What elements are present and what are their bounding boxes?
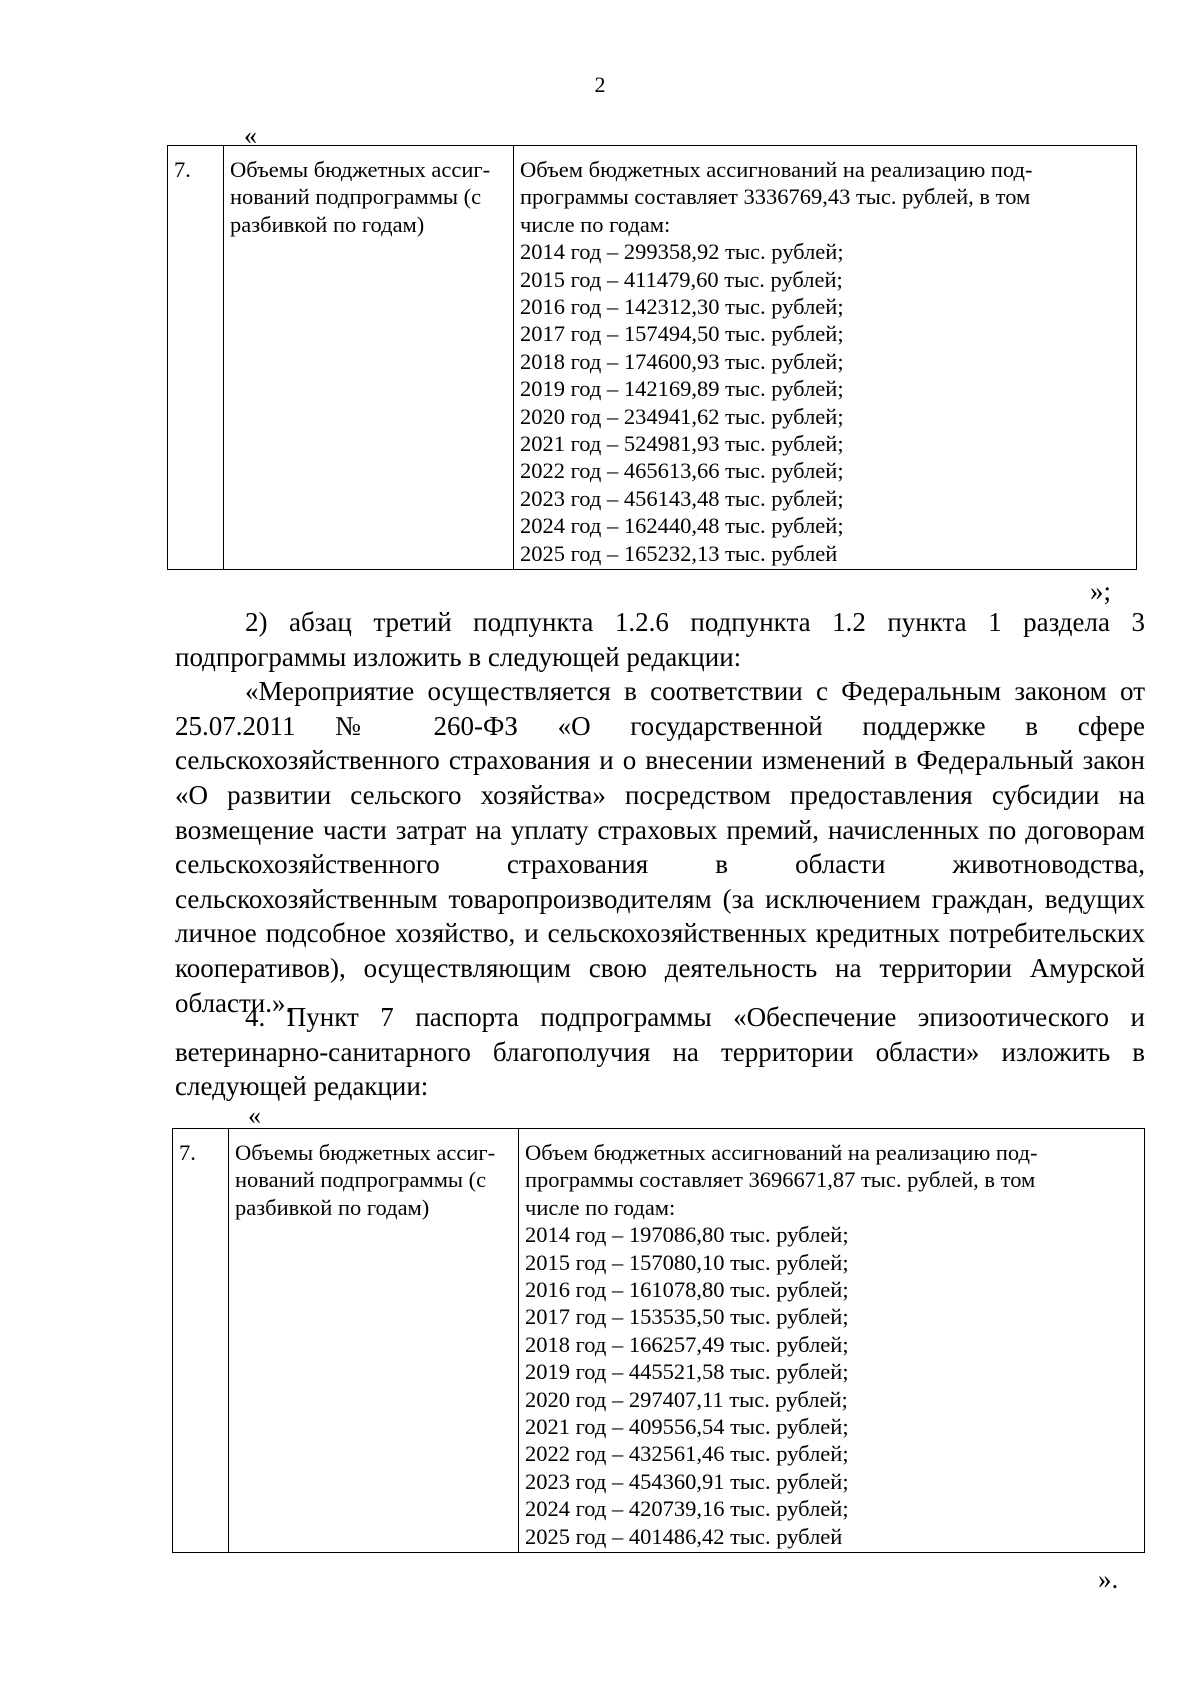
value-intro-line: Объем бюджетных ассигнований на реализацию под- (520, 157, 1033, 182)
page-number: 2 (594, 72, 606, 97)
paragraph: 2) абзац третий подпункта 1.2.6 подпункта 1.2 пункта 1 раздела 3 подпрограммы изложить в следующей редакции: (175, 607, 1145, 672)
year-item: 2016 год – 161078,80 тыс. рублей; (525, 1277, 849, 1303)
year-item: 2021 год – 409556,54 тыс. рублей; (525, 1414, 849, 1440)
item-name-line: Объемы бюджетных ассиг- (230, 157, 491, 182)
item-number-cell: 7. (173, 1129, 229, 1553)
year-item: 2019 год – 142169,89 тыс. рублей; (520, 376, 844, 402)
table2-open-quote: « (248, 1101, 261, 1130)
table-row (173, 1129, 1145, 1553)
value-intro-line: числе по годам: (520, 211, 671, 237)
table1-close-quote: »; (1090, 576, 1112, 606)
item-name-line: Объемы бюджетных ассиг- (235, 1140, 496, 1165)
table1-open-quote: « (244, 121, 257, 150)
item-name-line: нований подпрограммы (с (235, 1167, 487, 1193)
item-number-cell: 7. (168, 146, 224, 570)
year-item: 2021 год – 524981,93 тыс. рублей; (520, 431, 844, 457)
value-intro-line: числе по годам: (525, 1194, 676, 1220)
year-item: 2017 год – 153535,50 тыс. рублей; (525, 1304, 849, 1330)
item-name-cell (224, 146, 514, 570)
value-intro-line: Объем бюджетных ассигнований на реализацию под- (525, 1140, 1038, 1165)
year-list (525, 1221, 1138, 1550)
year-item: 2014 год – 299358,92 тыс. рублей; (520, 239, 844, 265)
paragraph: «Мероприятие осуществляется в соответствии с Федеральным законом от 25.07.2011 № 260-ФЗ «О государственной поддержке в сфере сельскохозяйственного страхования и о внесении изменений в Федеральный закон «О развитии сельского хозяйства» посредством предоставления субсидии на возмещение части затрат на уплату страховых премий, начисленных по договорам сельскохозяйственного страхования в области животноводства, сельскохозяйственным товаропроизводителям (за исключением граждан, ведущих личное подсобное хозяйство, и сельскохозяйственных кредитных потребительских кооперативов), осуществляющим свою деятельность на территории Амурской области.». (175, 676, 1145, 1018)
item-name-line: разбивкой по годам) (230, 211, 425, 237)
paragraph: 4. Пункт 7 паспорта подпрограммы «Обеспечение эпизоотического и ветеринарно-санитарного благополучия на территории области» изложить в следующей редакции: (175, 1002, 1145, 1102)
year-item: 2018 год – 174600,93 тыс. рублей; (520, 348, 844, 374)
year-item: 2024 год – 420739,16 тыс. рублей; (525, 1496, 849, 1522)
passport-table-1 (167, 145, 1137, 570)
value-intro-line: программы составляет 3336769,43 тыс. рублей, в том (520, 184, 1031, 210)
year-item: 2025 год – 165232,13 тыс. рублей (520, 540, 838, 566)
item-name-line: нований подпрограммы (с (230, 184, 482, 210)
year-item: 2022 год – 465613,66 тыс. рублей; (520, 458, 844, 484)
year-item: 2020 год – 297407,11 тыс. рублей; (525, 1386, 848, 1412)
amendment-text-2 (175, 1000, 1145, 1104)
year-item: 2020 год – 234941,62 тыс. рублей; (520, 403, 844, 429)
year-item: 2025 год – 401486,42 тыс. рублей (525, 1523, 843, 1549)
year-item: 2015 год – 411479,60 тыс. рублей; (520, 266, 843, 292)
amendment-text (175, 605, 1145, 1020)
item-value-cell (514, 146, 1137, 570)
passport-table-2 (172, 1128, 1145, 1553)
value-intro-line: программы составляет 3696671,87 тыс. рублей, в том (525, 1167, 1036, 1193)
year-item: 2019 год – 445521,58 тыс. рублей; (525, 1359, 849, 1385)
year-item: 2016 год – 142312,30 тыс. рублей; (520, 294, 844, 320)
year-item: 2018 год – 166257,49 тыс. рублей; (525, 1331, 849, 1357)
year-item: 2017 год – 157494,50 тыс. рублей; (520, 321, 844, 347)
item-value-cell (519, 1129, 1145, 1553)
year-item: 2014 год – 197086,80 тыс. рублей; (525, 1222, 849, 1248)
table-row (168, 146, 1137, 570)
year-list (520, 238, 1130, 567)
table2-close-quote: ». (1098, 1564, 1119, 1594)
year-item: 2023 год – 456143,48 тыс. рублей; (520, 485, 844, 511)
year-item: 2015 год – 157080,10 тыс. рублей; (525, 1249, 849, 1275)
year-item: 2024 год – 162440,48 тыс. рублей; (520, 513, 844, 539)
item-name-cell (229, 1129, 519, 1553)
year-item: 2023 год – 454360,91 тыс. рублей; (525, 1468, 849, 1494)
item-name-line: разбивкой по годам) (235, 1194, 430, 1220)
year-item: 2022 год – 432561,46 тыс. рублей; (525, 1441, 849, 1467)
